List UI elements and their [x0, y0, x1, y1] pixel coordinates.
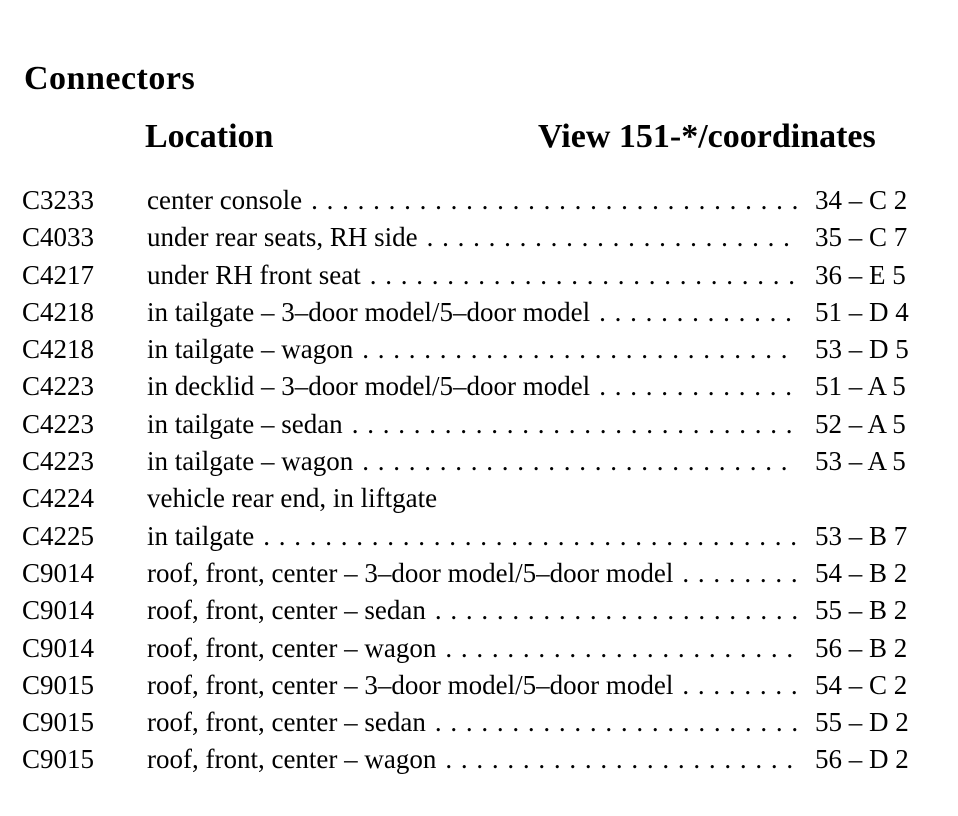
- connector-location: under RH front seat: [147, 259, 361, 290]
- connector-id: C9014: [22, 595, 95, 626]
- connector-location: roof, front, center – sedan: [147, 595, 426, 626]
- connector-coordinates: 35 – C 7: [815, 222, 908, 253]
- connector-coordinates: 53 – A 5: [815, 446, 906, 477]
- table-row: [22, 741, 927, 778]
- connector-id: C9014: [22, 557, 95, 588]
- table-row: [22, 443, 927, 480]
- table-row: [22, 368, 927, 405]
- table-row: [22, 630, 927, 667]
- connector-coordinates: 51 – A 5: [815, 371, 906, 402]
- connector-coordinates: 56 – D 2: [815, 744, 909, 775]
- dot-leader: [445, 630, 797, 667]
- connector-coordinates: 56 – B 2: [815, 632, 908, 663]
- table-row: [22, 555, 927, 592]
- dot-leader: [311, 182, 797, 219]
- connector-id: C4217: [22, 259, 95, 290]
- table-row: [22, 406, 927, 443]
- connector-coordinates: 54 – B 2: [815, 557, 908, 588]
- connector-location: in tailgate – sedan: [147, 408, 343, 439]
- connector-coordinates: 34 – C 2: [815, 185, 908, 215]
- connector-location: in tailgate – wagon: [147, 446, 354, 477]
- connector-id: C4223: [22, 371, 95, 402]
- dot-leader: [435, 592, 797, 629]
- connector-location: center console: [147, 185, 303, 215]
- connector-id: C9015: [22, 744, 95, 775]
- connector-location: roof, front, center – wagon: [147, 744, 437, 775]
- dot-leader: [599, 368, 797, 405]
- connector-coordinates: 55 – D 2: [815, 707, 909, 738]
- connector-id: C4033: [22, 222, 95, 253]
- table-row: [22, 257, 927, 294]
- dot-leader: [682, 667, 797, 704]
- table-row: [22, 219, 927, 256]
- table-row: [22, 480, 927, 517]
- connector-coordinates: 53 – B 7: [815, 520, 908, 551]
- table-row: [22, 518, 927, 555]
- dot-leader: [445, 741, 797, 778]
- column-header-view: View 151-*/coordinates: [538, 118, 876, 155]
- connector-location: in tailgate: [147, 520, 255, 551]
- table-row: [22, 294, 927, 331]
- dot-leader: [427, 219, 797, 256]
- connector-coordinates: 53 – D 5: [815, 334, 909, 365]
- dot-leader: [370, 257, 797, 294]
- connector-id: C4225: [22, 520, 95, 551]
- connector-id: C4223: [22, 408, 95, 439]
- connector-coordinates: 54 – C 2: [815, 669, 908, 700]
- dot-leader: [362, 443, 797, 480]
- connector-id: C9014: [22, 632, 95, 663]
- table-row: [22, 667, 927, 704]
- connector-coordinates: 51 – D 4: [815, 296, 909, 327]
- connector-id: C3233: [22, 185, 95, 215]
- dot-leader: [263, 518, 797, 555]
- table-row: [22, 182, 927, 219]
- connector-coordinates: 52 – A 5: [815, 408, 906, 439]
- dot-leader: [682, 555, 797, 592]
- connector-location: roof, front, center – 3–door model/5–door model: [147, 557, 674, 588]
- connector-id: C4224: [22, 483, 95, 514]
- connector-table: [22, 182, 927, 779]
- connector-coordinates: 36 – E 5: [815, 259, 906, 290]
- connector-location: roof, front, center – wagon: [147, 632, 437, 663]
- connector-coordinates: 55 – B 2: [815, 595, 908, 626]
- connector-id: C4218: [22, 296, 95, 327]
- connector-location: in decklid – 3–door model/5–door model: [147, 371, 591, 402]
- connector-location: roof, front, center – 3–door model/5–door model: [147, 669, 674, 700]
- connector-location: under rear seats, RH side: [147, 222, 418, 253]
- column-header-location: Location: [145, 118, 274, 155]
- connector-id: C9015: [22, 669, 95, 700]
- connector-location: roof, front, center – sedan: [147, 707, 426, 738]
- connector-location: in tailgate – wagon: [147, 334, 354, 365]
- page-title: Connectors: [24, 60, 196, 97]
- dot-leader: [435, 704, 797, 741]
- table-row: [22, 704, 927, 741]
- connector-id: C9015: [22, 707, 95, 738]
- connector-id: C4223: [22, 446, 95, 477]
- dot-leader: [362, 331, 797, 368]
- connector-location: in tailgate – 3–door model/5–door model: [147, 296, 591, 327]
- table-row: [22, 331, 927, 368]
- dot-leader: [599, 294, 797, 331]
- table-row: [22, 592, 927, 629]
- connector-id: C4218: [22, 334, 95, 365]
- connector-location: vehicle rear end, in liftgate: [147, 483, 438, 514]
- dot-leader: [352, 406, 797, 443]
